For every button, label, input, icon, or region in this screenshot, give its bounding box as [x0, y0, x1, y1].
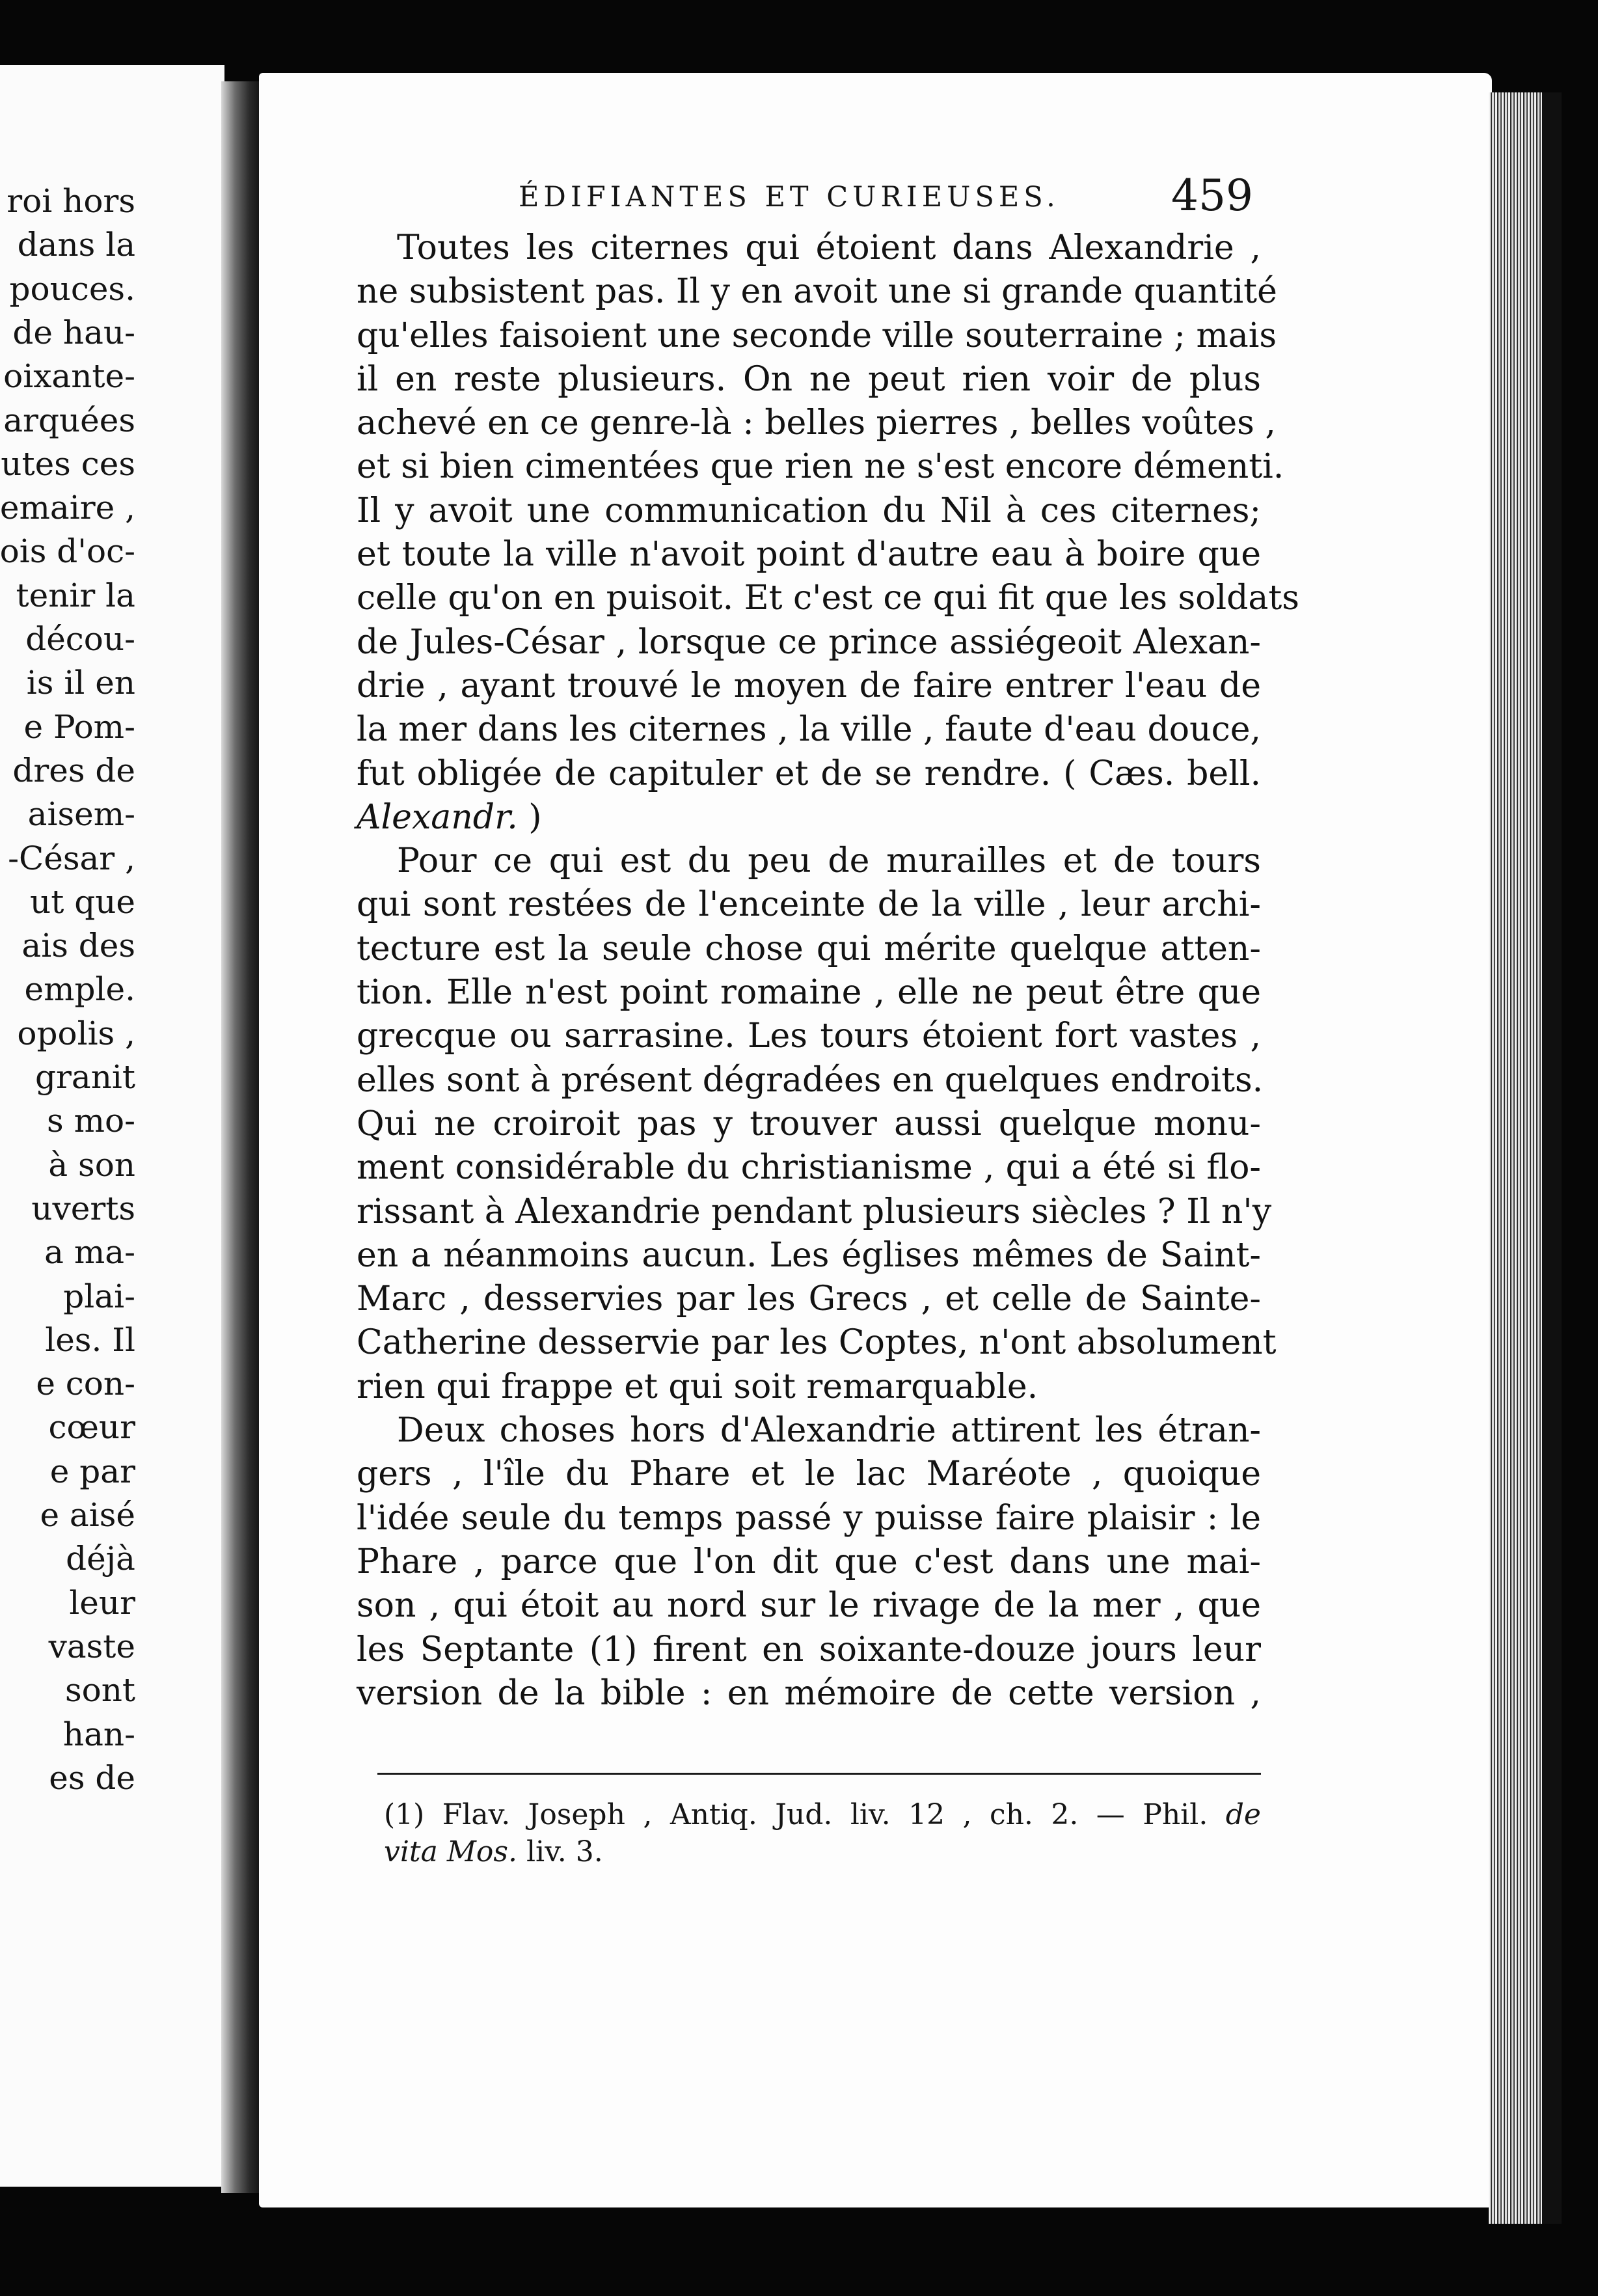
text-line: qui sont restées de l'enceinte de la ville , leur archi- [357, 885, 1261, 925]
left-page-line: les. Il [45, 1320, 135, 1359]
text-line: ne subsistent pas. Il y en avoit une si grande quantité [357, 272, 1277, 312]
text-line: celle qu'on en puisoit. Et c'est ce qui fit que les soldats [357, 579, 1299, 618]
left-page-line: e aisé [40, 1496, 135, 1534]
left-page-line: leur [69, 1583, 135, 1622]
left-page-line: granit [34, 1058, 135, 1096]
left-page-line: plai- [63, 1277, 135, 1315]
left-page-line: dres de [12, 751, 135, 789]
text-line: son , qui étoit au nord sur le rivage de la mer , que [357, 1586, 1261, 1626]
left-page-line: roi hors [7, 182, 135, 220]
left-page-line: s mo- [47, 1102, 135, 1140]
text-line: la mer dans les citernes , la ville , faute d'eau douce, [357, 710, 1261, 750]
text-line: les Septante (1) firent en soixante-douze jours leur [357, 1630, 1261, 1669]
footnote-rule [377, 1773, 1261, 1775]
text-line: grecque ou sarrasine. Les tours étoient fort vastes , [357, 1017, 1261, 1056]
left-page-line: arquées [3, 401, 135, 439]
text-line [357, 796, 1261, 840]
citation-italic: Alexandr. [357, 797, 518, 837]
left-page-line: han- [62, 1715, 135, 1753]
text-line: gers , l'île du Phare et le lac Maréote , quoique [357, 1455, 1261, 1494]
left-page-line: e con- [36, 1365, 135, 1403]
body-text [357, 226, 1299, 1715]
text-line: tecture est la seule chose qui mérite quelque atten- [357, 929, 1261, 968]
binding-gutter [221, 81, 262, 2193]
left-page-line: a ma- [44, 1233, 135, 1272]
footnote-text: liv. 3. [517, 1835, 603, 1868]
text-line: Catherine desservie par les Coptes, n'ont absolument [357, 1323, 1277, 1363]
left-page-line: utes ces [1, 444, 135, 483]
left-page-line: ois d'oc- [0, 532, 135, 571]
paragraph [357, 1409, 1261, 1715]
left-page-line: à son [48, 1145, 135, 1184]
left-page-line: sont [64, 1671, 135, 1710]
left-page-line: de hau- [12, 313, 135, 351]
text-line: qu'elles faisoient une seconde ville souterraine ; mais [357, 316, 1277, 355]
left-page-line: pouces. [9, 269, 135, 308]
left-page-line: déjà [66, 1540, 135, 1578]
left-page-line: dans la [17, 226, 135, 264]
text-line: de Jules-César , lorsque ce prince assiégeoit Alexan- [357, 622, 1261, 662]
text-line: Deux choses hors d'Alexandrie attirent les étran- [397, 1411, 1261, 1451]
left-page-line: cœur [48, 1408, 135, 1447]
text-line: drie , ayant trouvé le moyen de faire entrer l'eau de [357, 666, 1261, 705]
paragraph [357, 840, 1277, 1409]
left-page-line: e Pom- [23, 707, 135, 746]
left-page-line: e par [49, 1452, 135, 1490]
left-page-line: opolis , [17, 1014, 135, 1052]
text-line: en a néanmoins aucun. Les églises mêmes de Saint- [357, 1235, 1261, 1275]
footnote-italic: de [1225, 1798, 1261, 1831]
footnote [384, 1796, 1261, 1870]
left-page-line: emaire , [0, 489, 135, 527]
page-number: 459 [1171, 171, 1253, 221]
footnote-text: (1) Flav. Joseph , Antiq. Jud. liv. 12 , ch. 2. — Phil. [384, 1798, 1208, 1831]
text-line: rien qui frappe et qui soit remarquable. [357, 1367, 1038, 1406]
text-line: Marc , desservies par les Grecs , et celle de Sainte- [357, 1279, 1261, 1319]
text-line: ment considérable du christianisme , qui a été si flo- [357, 1148, 1261, 1188]
text-line: l'idée seule du temps passé y puisse faire plaisir : le [357, 1498, 1261, 1538]
paragraph [357, 226, 1299, 840]
left-page-line: oixante- [3, 357, 135, 396]
edge-shadow [1542, 92, 1562, 2224]
text-line: Toutes les citernes qui étoient dans Alexandrie , [397, 228, 1261, 267]
text-line: version de la bible : en mémoire de cette version , [357, 1673, 1261, 1713]
running-head: ÉDIFIANTES ET CURIEUSES. [519, 181, 1060, 213]
left-page-line: uverts [31, 1189, 135, 1227]
left-page-line: tenir la [16, 576, 135, 614]
footnote-line [384, 1796, 1261, 1833]
text-line: elles sont à présent dégradées en quelques endroits. [357, 1060, 1264, 1100]
text-line: achevé en ce genre-là : belles pierres , belles voûtes , [357, 403, 1276, 443]
text-line: Qui ne croiroit pas y trouver aussi quelque monu- [357, 1104, 1261, 1143]
left-page-line: emple. [24, 970, 135, 1009]
text-line: fut obligée de capituler et de se rendre. ( Cæs. bell. [357, 754, 1261, 793]
text-line: rissant à Alexandrie pendant plusieurs siècles ? Il n'y [357, 1192, 1272, 1231]
left-page-line: is il en [26, 664, 135, 702]
text-line: et toute la ville n'avoit point d'autre eau à boire que [357, 535, 1261, 575]
left-page-line: décou- [25, 620, 135, 658]
text-line: il en reste plusieurs. On ne peut rien voir de plus [357, 359, 1261, 399]
left-page-line: ut que [30, 882, 135, 921]
left-page-line: aisem- [27, 795, 135, 834]
left-page-line: es de [49, 1758, 135, 1797]
citation-close: ) [517, 797, 542, 837]
text-line: Il y avoit une communication du Nil à ces citernes; [357, 491, 1261, 530]
text-line: et si bien cimentées que rien ne s'est encore démenti. [357, 447, 1284, 487]
left-page-line: ais des [21, 927, 135, 965]
text-line: Phare , parce que l'on dit que c'est dans une mai- [357, 1542, 1261, 1581]
left-page [0, 65, 224, 2187]
left-page-line: -César , [8, 839, 135, 877]
footnote-line [384, 1833, 1261, 1870]
footnote-italic: vita Mos. [384, 1835, 517, 1868]
text-line: tion. Elle n'est point romaine , elle ne peut être que [357, 973, 1261, 1013]
left-page-line: vaste [48, 1627, 135, 1665]
text-line: Pour ce qui est du peu de murailles et de tours [397, 841, 1261, 881]
